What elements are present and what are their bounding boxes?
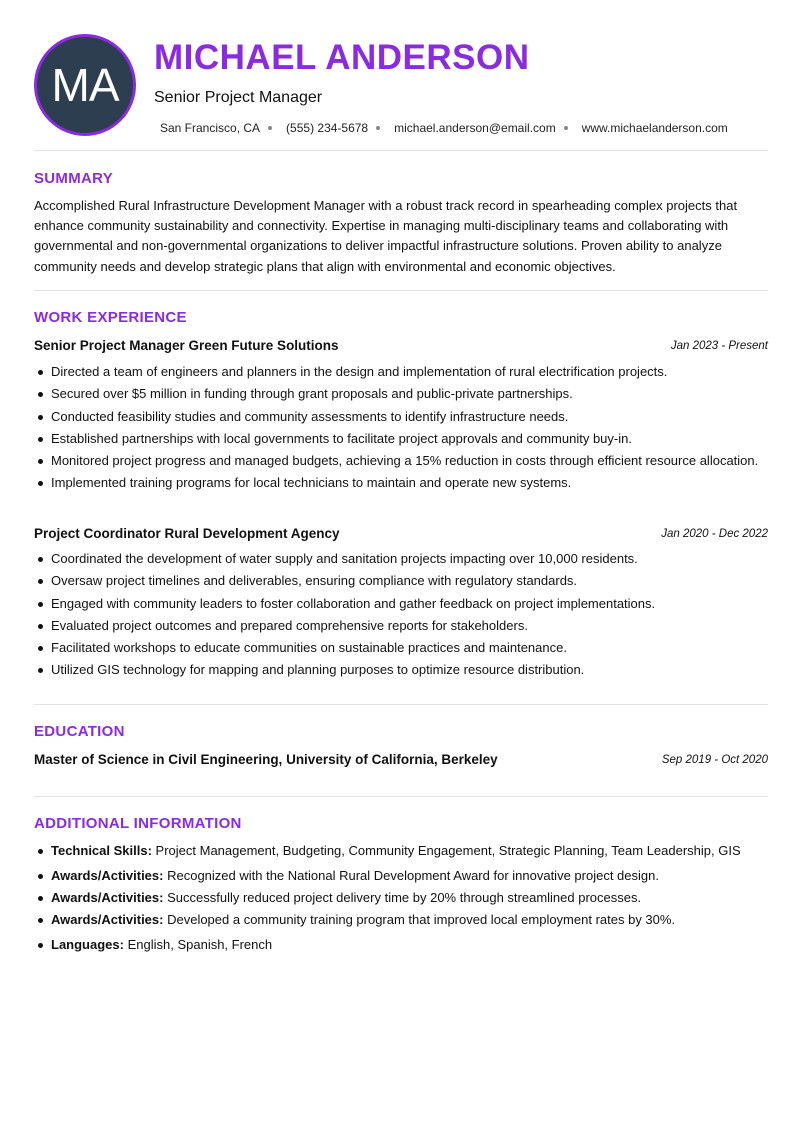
info-value: Developed a community training program that improved local employment rates by 30%. (167, 912, 676, 927)
info-label: Technical Skills: (51, 843, 152, 858)
separator-dot-icon (564, 126, 568, 130)
list-item: Oversaw project timelines and deliverables, ensuring compliance with regulatory standards. (34, 572, 768, 591)
separator-dot-icon (376, 126, 380, 130)
education-dates: Sep 2019 - Oct 2020 (661, 754, 768, 766)
separator-dot-icon (268, 126, 272, 130)
candidate-name: MICHAEL ANDERSON (154, 38, 530, 77)
info-label: Awards/Activities: (51, 868, 164, 883)
section-title-summary: SUMMARY (34, 170, 114, 187)
candidate-role: Senior Project Manager (154, 89, 323, 106)
contact-email[interactable]: michael.anderson@email.com (394, 121, 556, 135)
job-title: Senior Project Manager Green Future Solutions (34, 338, 339, 353)
list-item (34, 889, 768, 908)
divider (34, 704, 768, 705)
contact-line (160, 121, 728, 135)
info-value: English, Spanish, French (127, 937, 273, 952)
list-item: Engaged with community leaders to foster collaboration and gather feedback on project implementations. (34, 595, 768, 614)
list-item (34, 936, 768, 955)
list-item: Facilitated workshops to educate communities on sustainable practices and maintenance. (34, 639, 768, 658)
job-dates: Jan 2020 - Dec 2022 (661, 528, 768, 540)
list-item: Established partnerships with local governments to facilitate project approvals and community buy-in. (34, 430, 768, 449)
list-item: Monitored project progress and managed budgets, achieving a 15% reduction in costs through efficient resource allocation. (34, 452, 768, 471)
divider (34, 796, 768, 797)
list-item (34, 842, 768, 861)
info-label: Awards/Activities: (51, 890, 164, 905)
list-item: Implemented training programs for local technicians to maintain and operate new systems. (34, 474, 768, 493)
list-item: Secured over $5 million in funding through grant proposals and public-private partnerships. (34, 385, 768, 404)
info-label: Awards/Activities: (51, 912, 164, 927)
info-value: Successfully reduced project delivery time by 20% through streamlined processes. (167, 890, 642, 905)
education-degree: Master of Science in Civil Engineering, University of California, Berkeley (34, 752, 498, 767)
contact-location: San Francisco, CA (160, 121, 261, 135)
list-item: Evaluated project outcomes and prepared comprehensive reports for stakeholders. (34, 617, 768, 636)
divider (34, 290, 768, 291)
additional-info-list (34, 842, 768, 955)
section-title-additional: ADDITIONAL INFORMATION (34, 815, 242, 832)
list-item (34, 867, 768, 886)
divider (34, 150, 768, 151)
summary-text: Accomplished Rural Infrastructure Development Manager with a robust track record in spearheading complex projects that enhance community sustainability and connectivity. Expertise in managing multi-disciplinary teams and collaborating with governmental and non-governmental organizations to deliver impactful infrastructure solutions. Proven ability to analyze community needs and develop strategic plans that align with environmental and economic objectives. (34, 198, 738, 274)
info-label: Languages: (51, 937, 124, 952)
info-value: Recognized with the National Rural Development Award for innovative project design. (167, 868, 659, 883)
contact-phone: (555) 234-5678 (286, 121, 369, 135)
resume-header (34, 34, 768, 138)
list-item: Coordinated the development of water supply and sanitation projects impacting over 10,000 residents. (34, 550, 768, 569)
section-title-education: EDUCATION (34, 723, 125, 740)
info-value: Project Management, Budgeting, Community Engagement, Strategic Planning, Team Leadership, GIS (155, 843, 741, 858)
list-item: Directed a team of engineers and planners in the design and implementation of rural electrification projects. (34, 363, 768, 382)
job-header (34, 338, 768, 358)
job-header (34, 526, 768, 546)
list-item: Conducted feasibility studies and community assessments to identify infrastructure needs. (34, 408, 768, 427)
contact-website[interactable]: www.michaelanderson.com (581, 121, 728, 135)
job-bullets (34, 550, 768, 684)
avatar (34, 34, 136, 136)
section-title-experience: WORK EXPERIENCE (34, 309, 187, 326)
job-dates: Jan 2023 - Present (670, 340, 768, 352)
list-item: Utilized GIS technology for mapping and planning purposes to optimize resource distribution. (34, 661, 768, 680)
list-item (34, 911, 768, 930)
avatar-initials: MA (51, 59, 119, 111)
job-bullets (34, 363, 768, 497)
job-title: Project Coordinator Rural Development Agency (34, 526, 340, 541)
